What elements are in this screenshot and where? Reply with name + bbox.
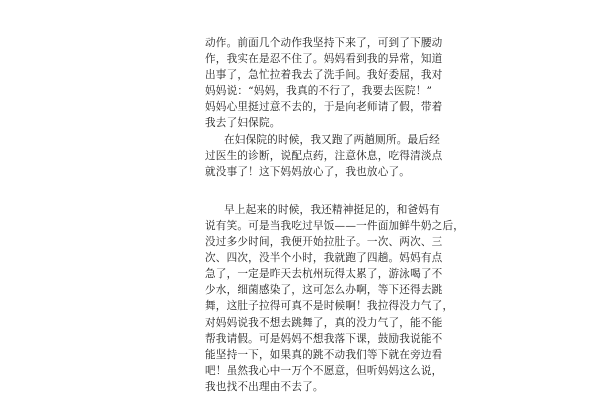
text-line: 我去了妇保院。 <box>205 117 281 130</box>
paragraph-gap <box>205 180 397 202</box>
text-line: 次、四次，没半个小时，我就跑了四趟。妈妈有点 <box>205 252 443 265</box>
text-line: 妈妈心里挺过意不去的，于是向老师请了假，带着 <box>205 101 443 114</box>
text-line: 我也找不出理由不去了。 <box>205 380 324 393</box>
text-line: 出事了，急忙拉着我去了洗手间。我好委屈，我对 <box>205 69 443 82</box>
text-line: 舞，这肚子拉得可真不是时候啊！我拉得没力气了， <box>205 300 454 313</box>
paragraph-3 <box>205 202 465 395</box>
text-line: 少水，细菌感染了，这可怎么办啊，等下还得去跳 <box>205 284 443 297</box>
text-line: 对妈妈说我不想去跳舞了，真的没力气了，能不能 <box>205 316 443 329</box>
text-line: 吧！虽然我心中一万个不愿意，但听妈妈这么说， <box>205 364 443 377</box>
text-line: 过医生的诊断，说配点药，注意休息，吃得清淡点 <box>205 149 443 162</box>
text-line: 能坚持一下，如果真的跳不动我们等下就在旁边看 <box>205 348 443 361</box>
text-line: 没过多少时间，我便开始拉肚子。一次、两次、三 <box>205 236 443 249</box>
text-line: 早上起来的时候，我还精神挺足的，和爸妈有 <box>224 203 440 216</box>
text-line: 帮我请假。可是妈妈不想我落下课，鼓励我说能不 <box>205 332 443 345</box>
text-line: 就没事了！这下妈妈放心了，我也放心了。 <box>205 165 411 178</box>
text-line: 动作。前面几个动作我坚持下来了，可到了下腰动 <box>205 37 443 49</box>
text-line: 在妇保院的时候，我又跑了两趟厕所。最后经 <box>224 133 440 146</box>
text-line: 说有笑。可是当我吃过早饭——一件面加鲜牛奶之后， <box>205 219 465 232</box>
text-line: 急了，一定是昨天去杭州玩得太累了，游泳喝了不 <box>205 268 443 281</box>
text-line: 作，我实在是忍不住了。妈妈看到我的异常，知道 <box>205 53 443 66</box>
paragraph-1 <box>205 35 443 132</box>
text-column <box>205 35 465 395</box>
text-line: 妈妈说：“妈妈，我真的不行了，我要去医院！” <box>205 85 433 98</box>
paragraph-2 <box>205 132 443 180</box>
